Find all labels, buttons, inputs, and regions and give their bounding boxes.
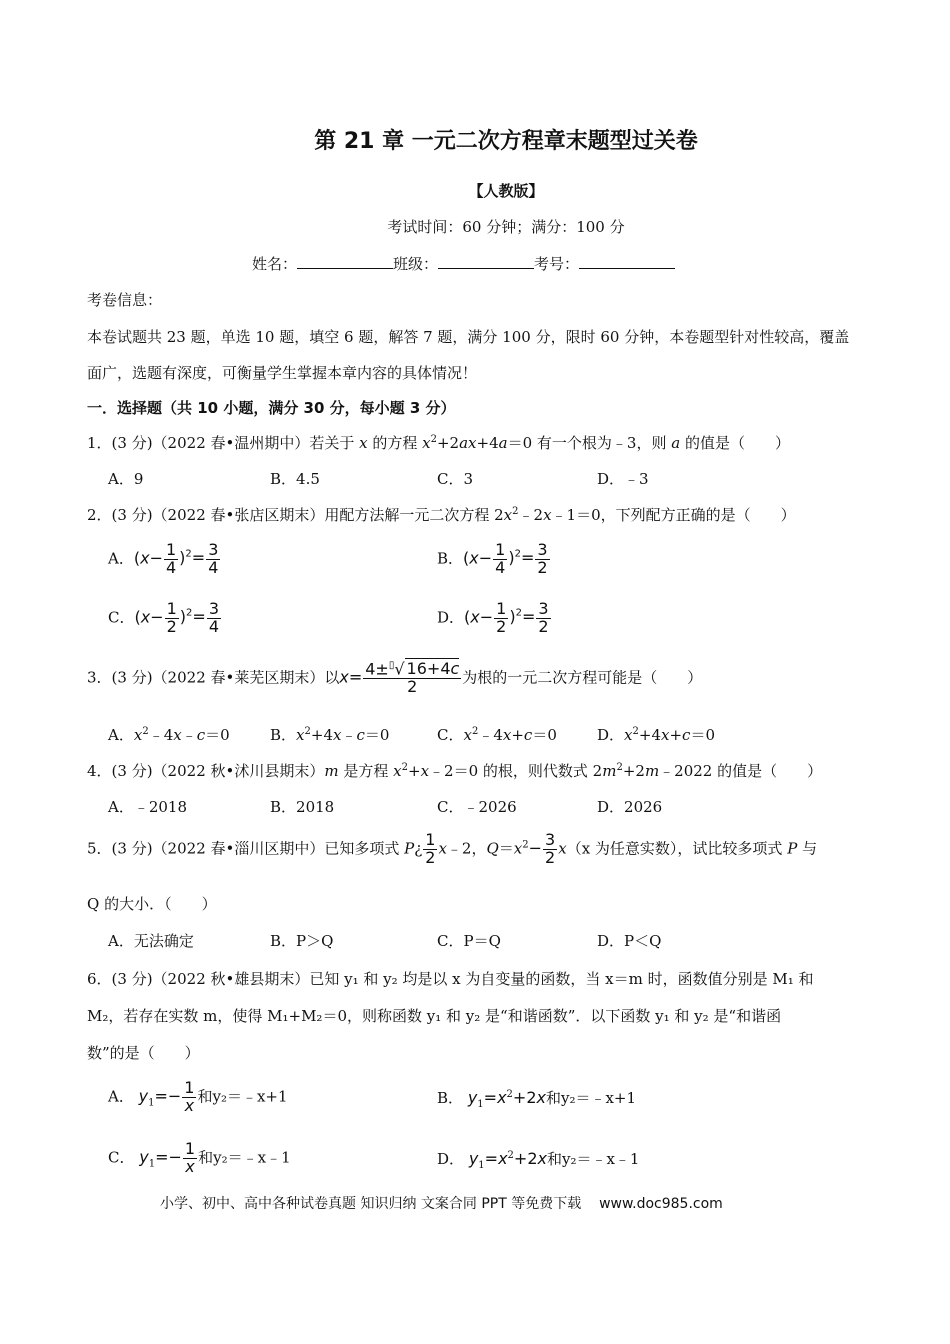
q6-option-b[interactable]: B． $y_1=x^2+2x$和y₂＝﹣x+1 <box>437 1088 637 1110</box>
number-label: 考号： <box>534 255 580 273</box>
question-4: 4．(3 分)（2022 秋•沭川县期末）m 是方程 $x^2+x﹣2=0$ 的根，则代数式 $2m^2+2m﹣2022$ 的值是（ ） <box>87 762 823 780</box>
q3-option-b[interactable]: B．$x^2+4x﹣c=0$ <box>270 726 390 744</box>
question-6-line-3: 数”的是（ ） <box>87 1044 200 1062</box>
question-1: 1．(3 分)（2022 春•温州期中）若关于 x 的方程 $x^2+2ax+4a=0$ 有一个根为﹣3，则 a 的值是（ ） <box>87 434 790 452</box>
name-blank <box>297 254 393 269</box>
section-heading: 一．选择题（共 10 小题，满分 30 分，每小题 3 分） <box>87 399 456 417</box>
q3-option-d[interactable]: D．$x^2+4x+c=0$ <box>597 726 715 744</box>
q5-option-b[interactable]: B．P＞Q <box>270 932 334 950</box>
q5-option-c[interactable]: C．P＝Q <box>437 932 501 950</box>
q2-option-a[interactable]: A．(x− $\frac{1}{4}$ )$^2$= $\frac{3}{4}$ <box>108 540 219 577</box>
footer-text: 小学、初中、高中各种试卷真题 知识归纳 文案合同 PPT 等免费下载 <box>160 1196 582 1212</box>
info-line-2: 面广，选题有深度，可衡量学生掌握本章内容的具体情况！ <box>87 364 478 382</box>
number-blank <box>579 254 675 269</box>
q2-option-c[interactable]: C．(x− $\frac{1}{2}$ )$^2$= $\frac{3}{4}$ <box>108 599 220 636</box>
q4-option-c[interactable]: C．﹣2026 <box>437 798 517 816</box>
question-5-line-2: Q 的大小．（ ） <box>87 895 217 913</box>
q4-option-a[interactable]: A．﹣2018 <box>108 798 188 816</box>
class-label: 班级： <box>393 255 439 273</box>
edition-label: 【人教版】 <box>468 182 544 200</box>
q4-option-d[interactable]: D．2026 <box>597 798 663 816</box>
footer-site-link[interactable]: www.doc985.com <box>599 1196 723 1212</box>
q1-option-d[interactable]: D．﹣3 <box>597 470 649 488</box>
q2-option-b[interactable]: B．(x− $\frac{1}{4}$ )$^2$= $\frac{3}{2}$ <box>437 540 548 577</box>
q6-option-d[interactable]: D． $y_1=x^2+2x$和y₂＝﹣x﹣1 <box>437 1149 640 1171</box>
page-title: 第 21 章 一元二次方程章末题型过关卷 <box>314 129 698 154</box>
info-label: 考卷信息： <box>87 291 163 309</box>
q5-option-a[interactable]: A．无法确定 <box>108 932 194 950</box>
question-6-line-2: M₂，若存在实数 m，使得 M₁+M₂＝0，则称函数 y₁ 和 y₂ 是“和谐函数”．以下函数 y₁ 和 y₂ 是“和谐函 <box>87 1007 782 1025</box>
exam-meta: 考试时间：60 分钟；满分：100 分 <box>387 218 625 236</box>
question-6-line-1: 6．(3 分)（2022 秋•雄县期末）已知 y₁ 和 y₂ 均是以 x 为自变量的函数，当 x＝m 时，函数值分别是 M₁ 和 <box>87 970 814 988</box>
info-line-1: 本卷试题共 23 题，单选 10 题，填空 6 题，解答 7 题，满分 100 分，限时 60 分钟，本卷题型针对性较高，覆盖 <box>87 328 850 346</box>
root-formula: $\frac{4\pm^▯√ 16+4c}{2}$ <box>365 659 460 697</box>
student-info <box>252 253 675 274</box>
question-3: 3．(3 分)（2022 春•莱芜区期末）以x= $\frac{4\pm^▯√ 16+4c}{2}$ 为根的一元二次方程可能是（ ） <box>87 659 703 697</box>
q6-option-a[interactable]: A． $y_1=-$ $\frac{1}{x}$ 和y₂＝﹣x+1 <box>108 1078 288 1115</box>
class-blank <box>438 254 534 269</box>
name-label: 姓名： <box>252 255 298 273</box>
q5-option-d[interactable]: D．P＜Q <box>597 932 662 950</box>
q3-option-a[interactable]: A．$x^2﹣4x﹣c=0$ <box>108 726 230 744</box>
q6-option-c[interactable]: C． $y_1=-$ $\frac{1}{x}$ 和y₂＝﹣x﹣1 <box>108 1139 291 1176</box>
q2-option-d[interactable]: D．(x− $\frac{1}{2}$ )$^2$= $\frac{3}{2}$ <box>437 599 549 636</box>
q1-option-a[interactable]: A．9 <box>108 470 144 488</box>
q4-option-b[interactable]: B．2018 <box>270 798 335 816</box>
question-2: 2．(3 分)（2022 春•张店区期末）用配方法解一元二次方程 $2x^2﹣2x﹣1=0$，下列配方正确的是（ ） <box>87 506 796 524</box>
q3-option-c[interactable]: C．$x^2﹣4x+c=0$ <box>437 726 557 744</box>
q1-option-c[interactable]: C．3 <box>437 470 474 488</box>
question-5: 5．(3 分)（2022 春•淄川区期中）已知多项式 P¿ $\frac{1}{2}$ x﹣2，$Q=x^2-$ $\frac{3}{2}$ x（x 为任意实数），试比较多项式 P 与 <box>87 830 818 867</box>
page-footer <box>160 1193 723 1213</box>
q1-option-b[interactable]: B．4.5 <box>270 470 320 488</box>
